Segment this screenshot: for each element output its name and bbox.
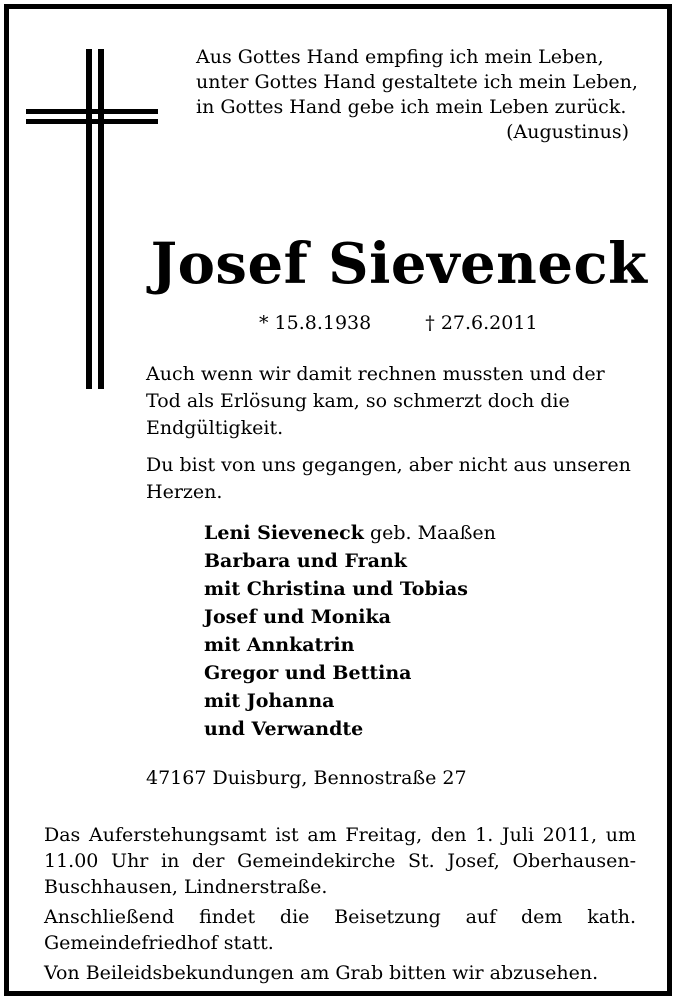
- deceased-name: Josef Sieveneck: [150, 231, 648, 297]
- condolence-notice: Von Beileidsbekundungen am Grab bitten wir abzusehen.: [44, 962, 599, 984]
- family-member: und Verwandte: [204, 718, 364, 740]
- family-member: Barbara und Frank: [204, 550, 407, 572]
- birth-date: * 15.8.1938: [259, 312, 372, 334]
- quote-line: in Gottes Hand gebe ich mein Leben zurück.: [196, 96, 627, 118]
- farewell-paragraph: Auch wenn wir damit rechnen mussten und der Tod als Erlösung kam, so schmerzt doch die Endgültigkeit.: [146, 363, 605, 439]
- service-notice: Das Auferstehungsamt ist am Freitag, den 1. Juli 2011, um 11.00 Uhr in der Gemeindekirche St. Josef, Oberhausen-Buschhausen, Lindnerstraße.: [44, 824, 636, 898]
- family-list: [204, 519, 496, 743]
- address: 47167 Duisburg, Bennostraße 27: [146, 767, 467, 789]
- family-row: [204, 519, 496, 547]
- farewell-paragraph: Du bist von uns gegangen, aber nicht aus unseren Herzen.: [146, 454, 631, 503]
- cross-icon: [26, 49, 158, 389]
- burial-notice: Anschließend findet die Beisetzung auf dem kath. Gemeindefriedhof statt.: [44, 906, 636, 954]
- family-member: mit Christina und Tobias: [204, 578, 468, 600]
- family-member: mit Annkatrin: [204, 634, 355, 656]
- life-dates: [259, 312, 538, 334]
- family-member: mit Johanna: [204, 690, 335, 712]
- quote-line: Aus Gottes Hand empfing ich mein Leben,: [196, 46, 604, 68]
- bible-quote: [196, 45, 641, 145]
- family-member: Leni Sieveneck: [204, 522, 364, 544]
- family-member: Gregor und Bettina: [204, 662, 412, 684]
- quote-attribution: (Augustinus): [506, 121, 629, 143]
- family-member: Josef und Monika: [204, 606, 391, 628]
- quote-line: unter Gottes Hand gestaltete ich mein Leben,: [196, 71, 638, 93]
- obituary-frame: [4, 4, 672, 996]
- maiden-name: geb. Maaßen: [369, 522, 496, 544]
- death-date: † 27.6.2011: [425, 312, 538, 334]
